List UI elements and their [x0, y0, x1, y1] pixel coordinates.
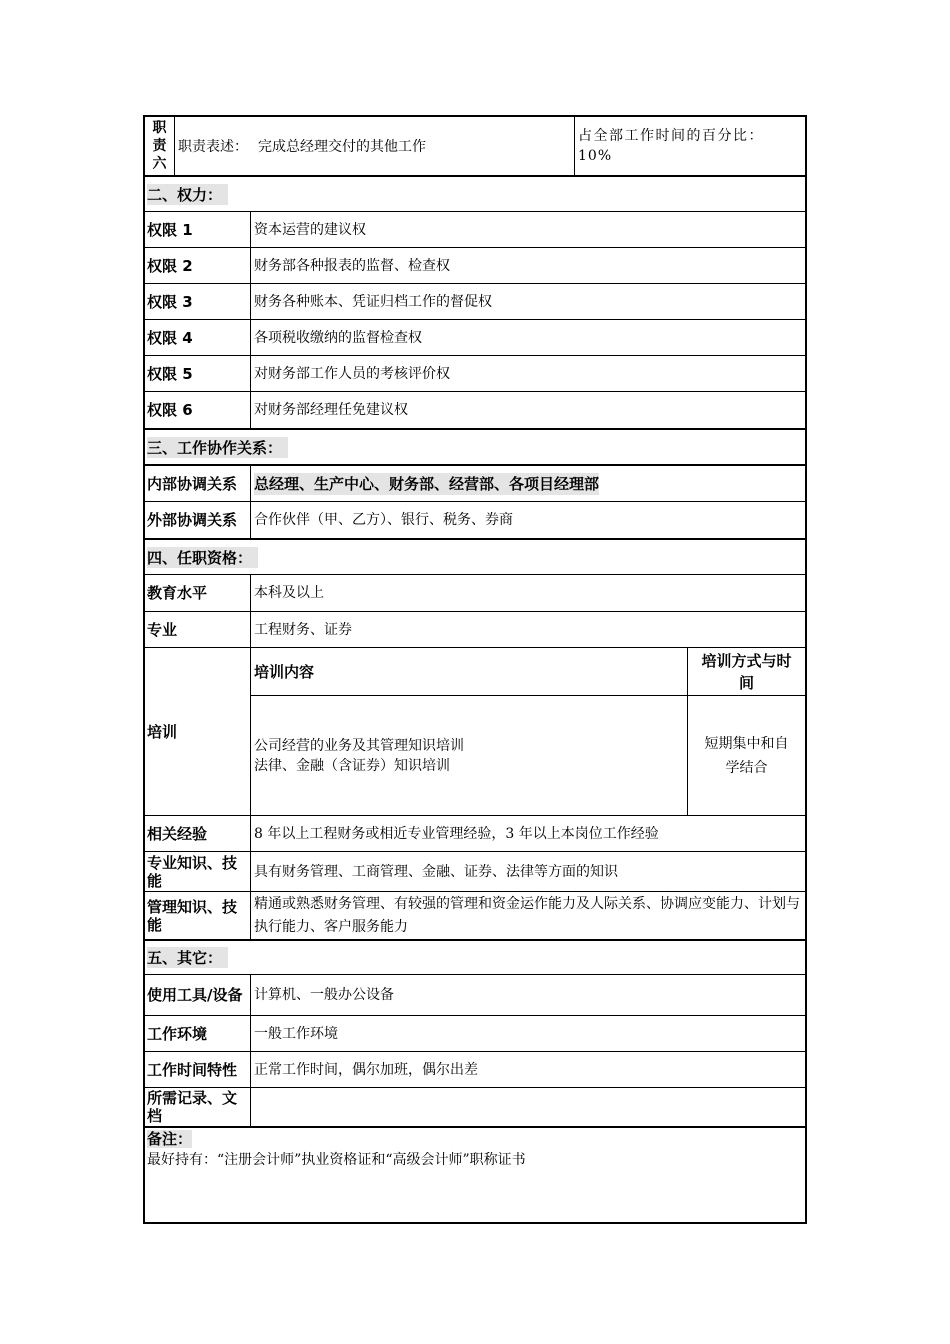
environment-row [145, 1015, 805, 1051]
power-row-6 [145, 391, 805, 428]
power-3-label: 权限 3 [145, 284, 251, 319]
section-power [145, 175, 805, 211]
duty6-desc-value: 完成总经理交付的其他工作 [258, 139, 426, 155]
duty6-time-value: 10% [578, 148, 613, 164]
power-row-2 [145, 247, 805, 283]
section-other [145, 939, 805, 974]
records-row [145, 1087, 805, 1126]
power-1-label: 权限 1 [145, 212, 251, 247]
major-label: 专业 [145, 612, 251, 647]
remarks-value: 最好持有：“注册会计师”执业资格证和“高级会计师”职称证书 [147, 1152, 526, 1168]
education-value: 本科及以上 [254, 585, 324, 601]
records-label: 所需记录、文档 [145, 1088, 251, 1126]
section-qualification-title: 四、任职资格： [147, 547, 258, 568]
power-row-3 [145, 283, 805, 319]
records-value [251, 1088, 805, 1126]
management-label: 管理知识、技能 [145, 892, 251, 939]
section-other-title: 五、其它： [147, 947, 228, 968]
power-5-value: 对财务部工作人员的考核评价权 [254, 365, 450, 382]
coop-internal-label: 内部协调关系 [145, 466, 251, 501]
coop-external-value: 合作伙伴（甲、乙方）、银行、税务、券商 [254, 512, 513, 528]
training-content-body [251, 696, 688, 815]
duty6-time-share [575, 117, 805, 175]
training-row [145, 647, 805, 815]
experience-label: 相关经验 [145, 816, 251, 851]
power-4-label: 权限 4 [145, 320, 251, 355]
duty6-time-label: 占全部工作时间的百分比： [578, 128, 764, 144]
training-method-body: 短期集中和自学结合 [704, 735, 789, 776]
training-content-line-2: 法律、金融（含证券）知识培训 [254, 757, 450, 774]
coop-external-row [145, 501, 805, 538]
power-row-1 [145, 211, 805, 247]
power-6-value: 对财务部经理任免建议权 [254, 402, 408, 418]
major-value: 工程财务、证券 [254, 621, 352, 638]
skills-value: 具有财务管理、工商管理、金融、证券、法律等方面的知识 [254, 863, 618, 880]
training-method-header: 培训方式与时间 [688, 648, 805, 696]
experience-row [145, 815, 805, 851]
work-time-label: 工作时间特性 [145, 1052, 251, 1087]
power-5-label: 权限 5 [145, 356, 251, 391]
coop-internal-value: 总经理、生产中心、财务部、经营部、各项目经理部 [254, 474, 600, 493]
power-3-value: 财务各种账本、凭证归档工作的督促权 [254, 293, 492, 310]
tools-label: 使用工具/设备 [145, 975, 251, 1015]
tools-row [145, 974, 805, 1015]
job-description-table [143, 115, 807, 1224]
power-2-value: 财务部各种报表的监督、检查权 [254, 257, 450, 274]
management-row [145, 891, 805, 939]
duty6-desc-label: 职责表述： [178, 139, 248, 155]
coop-external-label: 外部协调关系 [145, 502, 251, 538]
power-1-value: 资本运营的建议权 [254, 221, 366, 238]
power-row-4 [145, 319, 805, 355]
power-row-5 [145, 355, 805, 391]
skills-label: 专业知识、技能 [145, 852, 251, 891]
power-4-value: 各项税收缴纳的监督检查权 [254, 329, 422, 346]
remarks-label: 备注： [147, 1130, 193, 1148]
power-2-label: 权限 2 [145, 248, 251, 283]
training-label: 培训 [145, 648, 251, 815]
management-value: 精通或熟悉财务管理、有较强的管理和资金运作能力及人际关系、协调应变能力、计划与执行能力、客户服务能力 [254, 895, 800, 935]
major-row [145, 611, 805, 647]
experience-value: 8 年以上工程财务或相近专业管理经验，3 年以上本岗位工作经验 [254, 825, 659, 842]
section-cooperation-title: 三、工作协作关系： [147, 437, 288, 458]
tools-value: 计算机、一般办公设备 [254, 987, 394, 1003]
section-cooperation [145, 428, 805, 464]
environment-value: 一般工作环境 [254, 1025, 338, 1042]
section-power-title: 二、权力： [147, 184, 228, 205]
training-content-header: 培训内容 [251, 648, 688, 696]
remarks-row [145, 1126, 805, 1222]
work-time-row [145, 1051, 805, 1087]
section-qualification [145, 538, 805, 574]
skills-row [145, 851, 805, 891]
power-6-label: 权限 6 [145, 392, 251, 428]
coop-internal-row [145, 464, 805, 501]
work-time-value: 正常工作时间，偶尔加班，偶尔出差 [254, 1061, 478, 1078]
training-content-line-1: 公司经营的业务及其管理知识培训 [254, 737, 464, 754]
environment-label: 工作环境 [145, 1016, 251, 1051]
duty6-label: 职 责 六 [145, 117, 175, 175]
education-row [145, 574, 805, 611]
education-label: 教育水平 [145, 575, 251, 611]
duty6-row [145, 117, 805, 175]
duty6-description [175, 117, 575, 175]
